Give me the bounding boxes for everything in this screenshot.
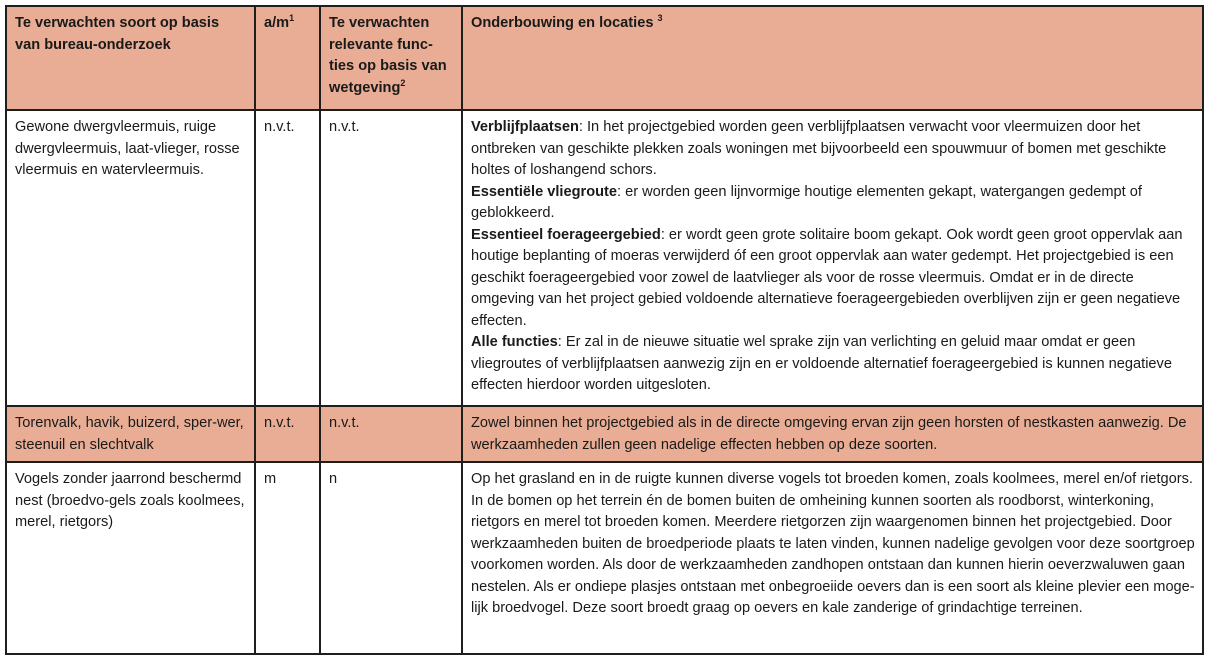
header-details [462, 6, 1203, 110]
header-functions [320, 6, 462, 110]
detail-label: Alle functies [471, 334, 558, 350]
header-row [6, 6, 1203, 110]
detail-paragraph [471, 225, 1196, 333]
header-species [6, 6, 255, 110]
detail-text: : Er zal in de nieuwe situatie wel sprake zijn van verlichting en geluid maar omdat er geen vliegroutes of verblijfplaatsen aanwezig zijn en er voldoende alternatief foerageergebied is kunnen negatieve effecten hierdoor worden uitgesloten. [471, 334, 1172, 393]
cell-species: Gewone dwergvleermuis, ruige dwergvleermuis, laat-vlieger, rosse vleermuis en watervleermuis. [6, 110, 255, 406]
species-table [5, 5, 1204, 655]
header-details-label: Onderbouwing en locaties [471, 15, 654, 31]
header-am [255, 6, 320, 110]
cell-am: n.v.t. [255, 406, 320, 462]
header-functions-label: Te verwachten relevante func-ties op basis van wetgeving [329, 15, 447, 96]
detail-label: Essentiële vliegroute [471, 183, 617, 200]
footnote-3: 3 [657, 13, 663, 23]
cell-functions: n [320, 462, 462, 654]
cell-species: Torenvalk, havik, buizerd, sper-wer, steenuil en slechtvalk [6, 406, 255, 462]
detail-text: : er wordt geen grote solitaire boom gekapt. Ook wordt geen groot oppervlak aan houtige beplanting of moeras verwijderd óf een groot oppervlak aan water gedempt. Het projectgebied is een geschikt foerageergebied voor zowel de laatvlieger als voor de rosse vleermuis. Omdat er in de directe omgeving van het project gebied voldoende alternatieve foerageergebieden overblijven zijn er geen negatieve effecten. [471, 226, 1183, 329]
detail-label: Verblijfplaatsen [471, 119, 579, 135]
detail-label: Essentieel foerageergebied [471, 226, 661, 243]
detail-paragraph [471, 182, 1196, 225]
table-row [6, 406, 1203, 462]
cell-functions: n.v.t. [320, 110, 462, 406]
cell-details [462, 110, 1203, 406]
table-row [6, 462, 1203, 654]
detail-paragraph [471, 117, 1196, 182]
detail-text: : er worden geen lijnvormige houtige elementen gekapt, watergangen gedempt of geblokkeerd. [471, 183, 1142, 221]
cell-species: Vogels zonder jaarrond beschermd nest (broedvo-gels zoals koolmees, merel, rietgors) [6, 462, 255, 654]
cell-details: Op het grasland en in de ruigte kunnen diverse vogels tot broeden komen, zoals koolmees, merel en/of rietgors. In de bomen op het terrein én de bomen buiten de omheining kunnen soorten als roodborst, winterkoning, rietgors en merel tot broeden komen. Meerdere rietgorzen zijn waargenomen binnen het projectgebied. Door werkzaamheden buiten de broedperiode plaats te laten vinden, kunnen nadelige gevolgen voor deze soortgroep voorkomen worden. Als door de werkzaamheden zandhopen ontstaan dan kunnen hierin oeverzwaluwen gaan nestelen. Als er ondiepe plasjes ontstaan met onbegroeiide oevers dan is een soort als kleine plevier een moge-lijk broedvogel. Deze soort broedt graag op oevers en kale zanderige of grindachtige terreinen. [462, 462, 1203, 654]
header-species-label: Te verwachten soort op basis van bureau-onderzoek [15, 15, 220, 53]
cell-am: m [255, 462, 320, 654]
cell-am: n.v.t. [255, 110, 320, 406]
cell-details: Zowel binnen het projectgebied als in de directe omgeving ervan zijn geen horsten of nestkasten aanwezig. De werkzaamheden zullen geen nadelige effecten hebben op deze soorten. [462, 406, 1203, 462]
header-am-label: a/m [264, 15, 290, 31]
detail-text: : In het projectgebied worden geen verblijfplaatsen verwacht voor vleermuizen door het ontbreken van geschikte plekken zoals woningen met bijvoorbeeld een spouwmuur of bomen met geschikte holtes of loshangend schors. [471, 119, 1167, 178]
footnote-2: 2 [400, 77, 406, 88]
footnote-1: 1 [289, 13, 295, 23]
table-row [6, 110, 1203, 406]
cell-functions: n.v.t. [320, 406, 462, 462]
detail-paragraph [471, 332, 1196, 397]
